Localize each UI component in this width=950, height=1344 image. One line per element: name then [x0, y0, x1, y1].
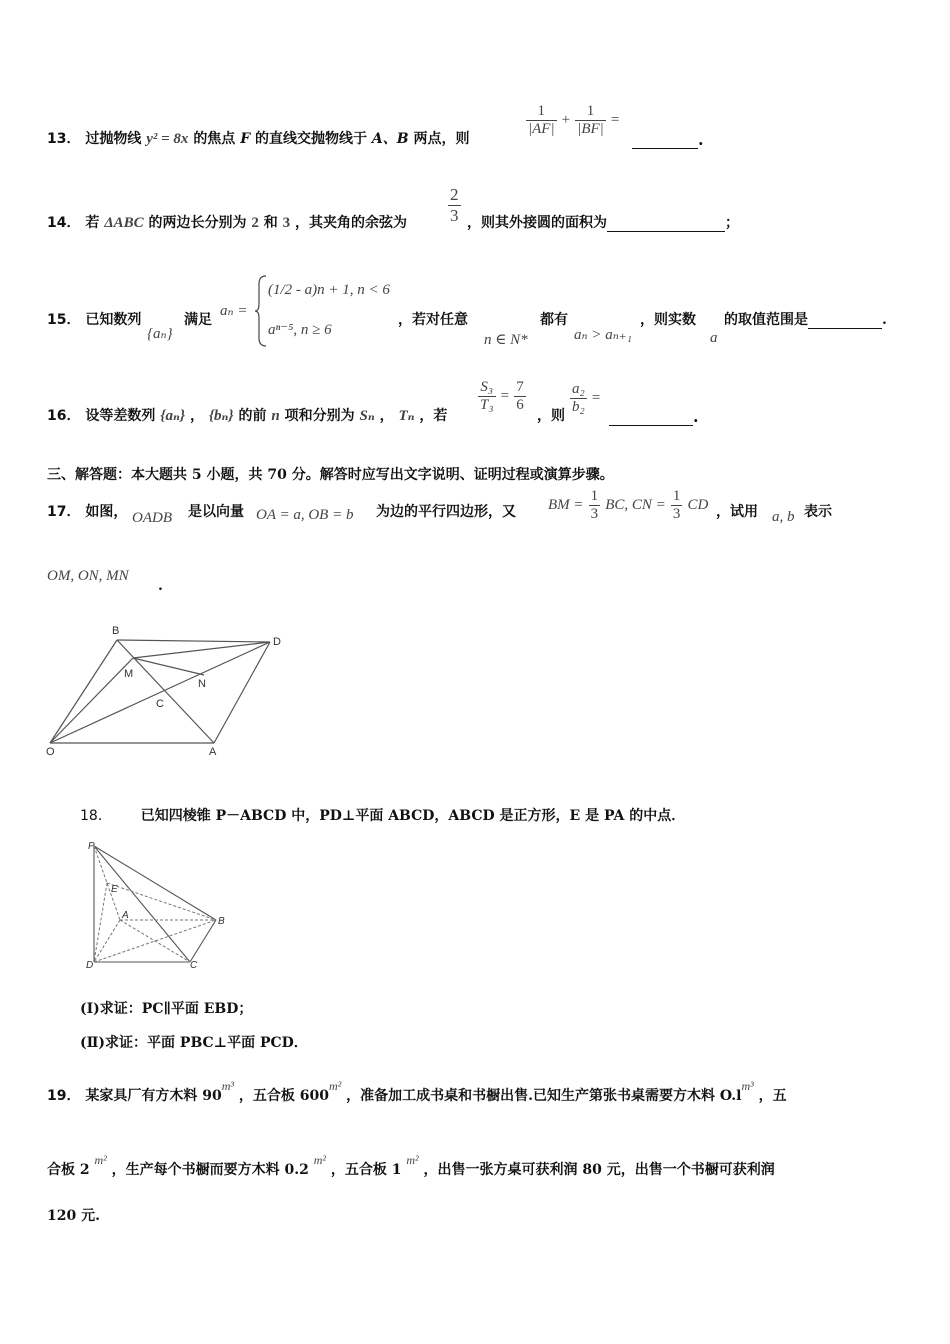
q18-part-2: (Ⅱ)求证：平面 PBC⊥平面 PCD．	[80, 1035, 308, 1051]
segment-md	[133, 642, 270, 658]
question-15: 15． 已知数列	[47, 312, 142, 328]
label-m: M	[124, 668, 134, 680]
q15-seq: {aₙ}	[147, 326, 173, 342]
diagonal-ac	[120, 920, 190, 962]
label-a: A	[122, 910, 129, 921]
diagonal-ba	[117, 640, 214, 743]
q16-formula: $\frac{\text{S₃}}{\text{T₃}}$ = $\frac{7}{6}$	[480, 379, 524, 413]
label-n: N	[198, 678, 206, 690]
q15-answer-blank[interactable]	[808, 314, 882, 329]
pyramid-figure	[84, 838, 234, 973]
edge-da	[214, 642, 270, 743]
label-d: D	[86, 960, 94, 971]
q14-answer-blank[interactable]	[607, 217, 725, 232]
label-o: O	[46, 746, 55, 758]
q17-targets: OM, ON, MN	[47, 568, 129, 584]
label-d: D	[273, 636, 281, 648]
label-b: B	[112, 625, 120, 637]
label-a: A	[209, 746, 217, 758]
question-17: 17． 如图，	[47, 504, 128, 520]
label-c: C	[190, 960, 198, 971]
question-18: 18． 已知四棱锥 P－ABCD 中，PD⊥平面 ABCD，ABCD 是正方形，E 是 PA 的中点．	[80, 808, 686, 824]
edge-cb	[190, 920, 216, 962]
brace-icon	[254, 274, 268, 348]
edge-pb	[94, 846, 216, 920]
segment-ed	[94, 883, 107, 962]
section-3-heading: 三、解答题：本大题共 5 小题，共 70 分。解答时应写出文字说明、证明过程或演算步骤。	[47, 467, 614, 483]
q18-part-1: (Ⅰ)求证：PC∥平面 EBD；	[80, 1001, 253, 1017]
q14-cos-fraction: $\frac{2}{3}$	[450, 185, 459, 225]
label-b: B	[218, 916, 225, 927]
question-13: 13． 过抛物线 y² = 8x 的焦点 F 的直线交抛物线于 A、B 两点，则	[47, 131, 470, 147]
label-c: C	[156, 698, 164, 710]
edge-pc	[94, 846, 190, 962]
q15-piecewise: (1/2 - a)n + 1, n < 6 aⁿ⁻⁵, n ≥ 6	[254, 274, 268, 352]
segment-mn	[133, 658, 204, 675]
question-16: 16． 设等差数列 {aₙ} ， {bₙ} 的前 n 项和分别为 Sₙ ， Tₙ ，若	[47, 408, 448, 424]
segment-om	[50, 658, 133, 743]
question-19: 19． 某家具厂有方木料 90m³ ，五合板 600m² ，准备加工成书桌和书橱出售.已知生产第张书桌需要方木料 O.lm³ ，五	[47, 1079, 787, 1104]
label-p: P	[88, 841, 95, 852]
q17-ratio-formula: BM = $\frac{1}{3}$ BC, CN = $\frac{1}{3}$ CD	[548, 488, 709, 522]
edge-ad	[94, 920, 120, 962]
q16-answer-blank[interactable]: .	[609, 407, 699, 426]
q13-answer-blank[interactable]: .	[632, 130, 704, 149]
question-14: 14． 若 ΔABC 的两边长分别为 2 和 3 ，其夹角的余弦为	[47, 215, 408, 231]
q13-formula: $\frac{1}{|AF|}$ + $\frac{1}{|BF|}$ =	[528, 103, 620, 137]
parallelogram-figure	[42, 618, 292, 760]
edge-bd	[117, 640, 270, 642]
label-e: E	[111, 884, 118, 895]
